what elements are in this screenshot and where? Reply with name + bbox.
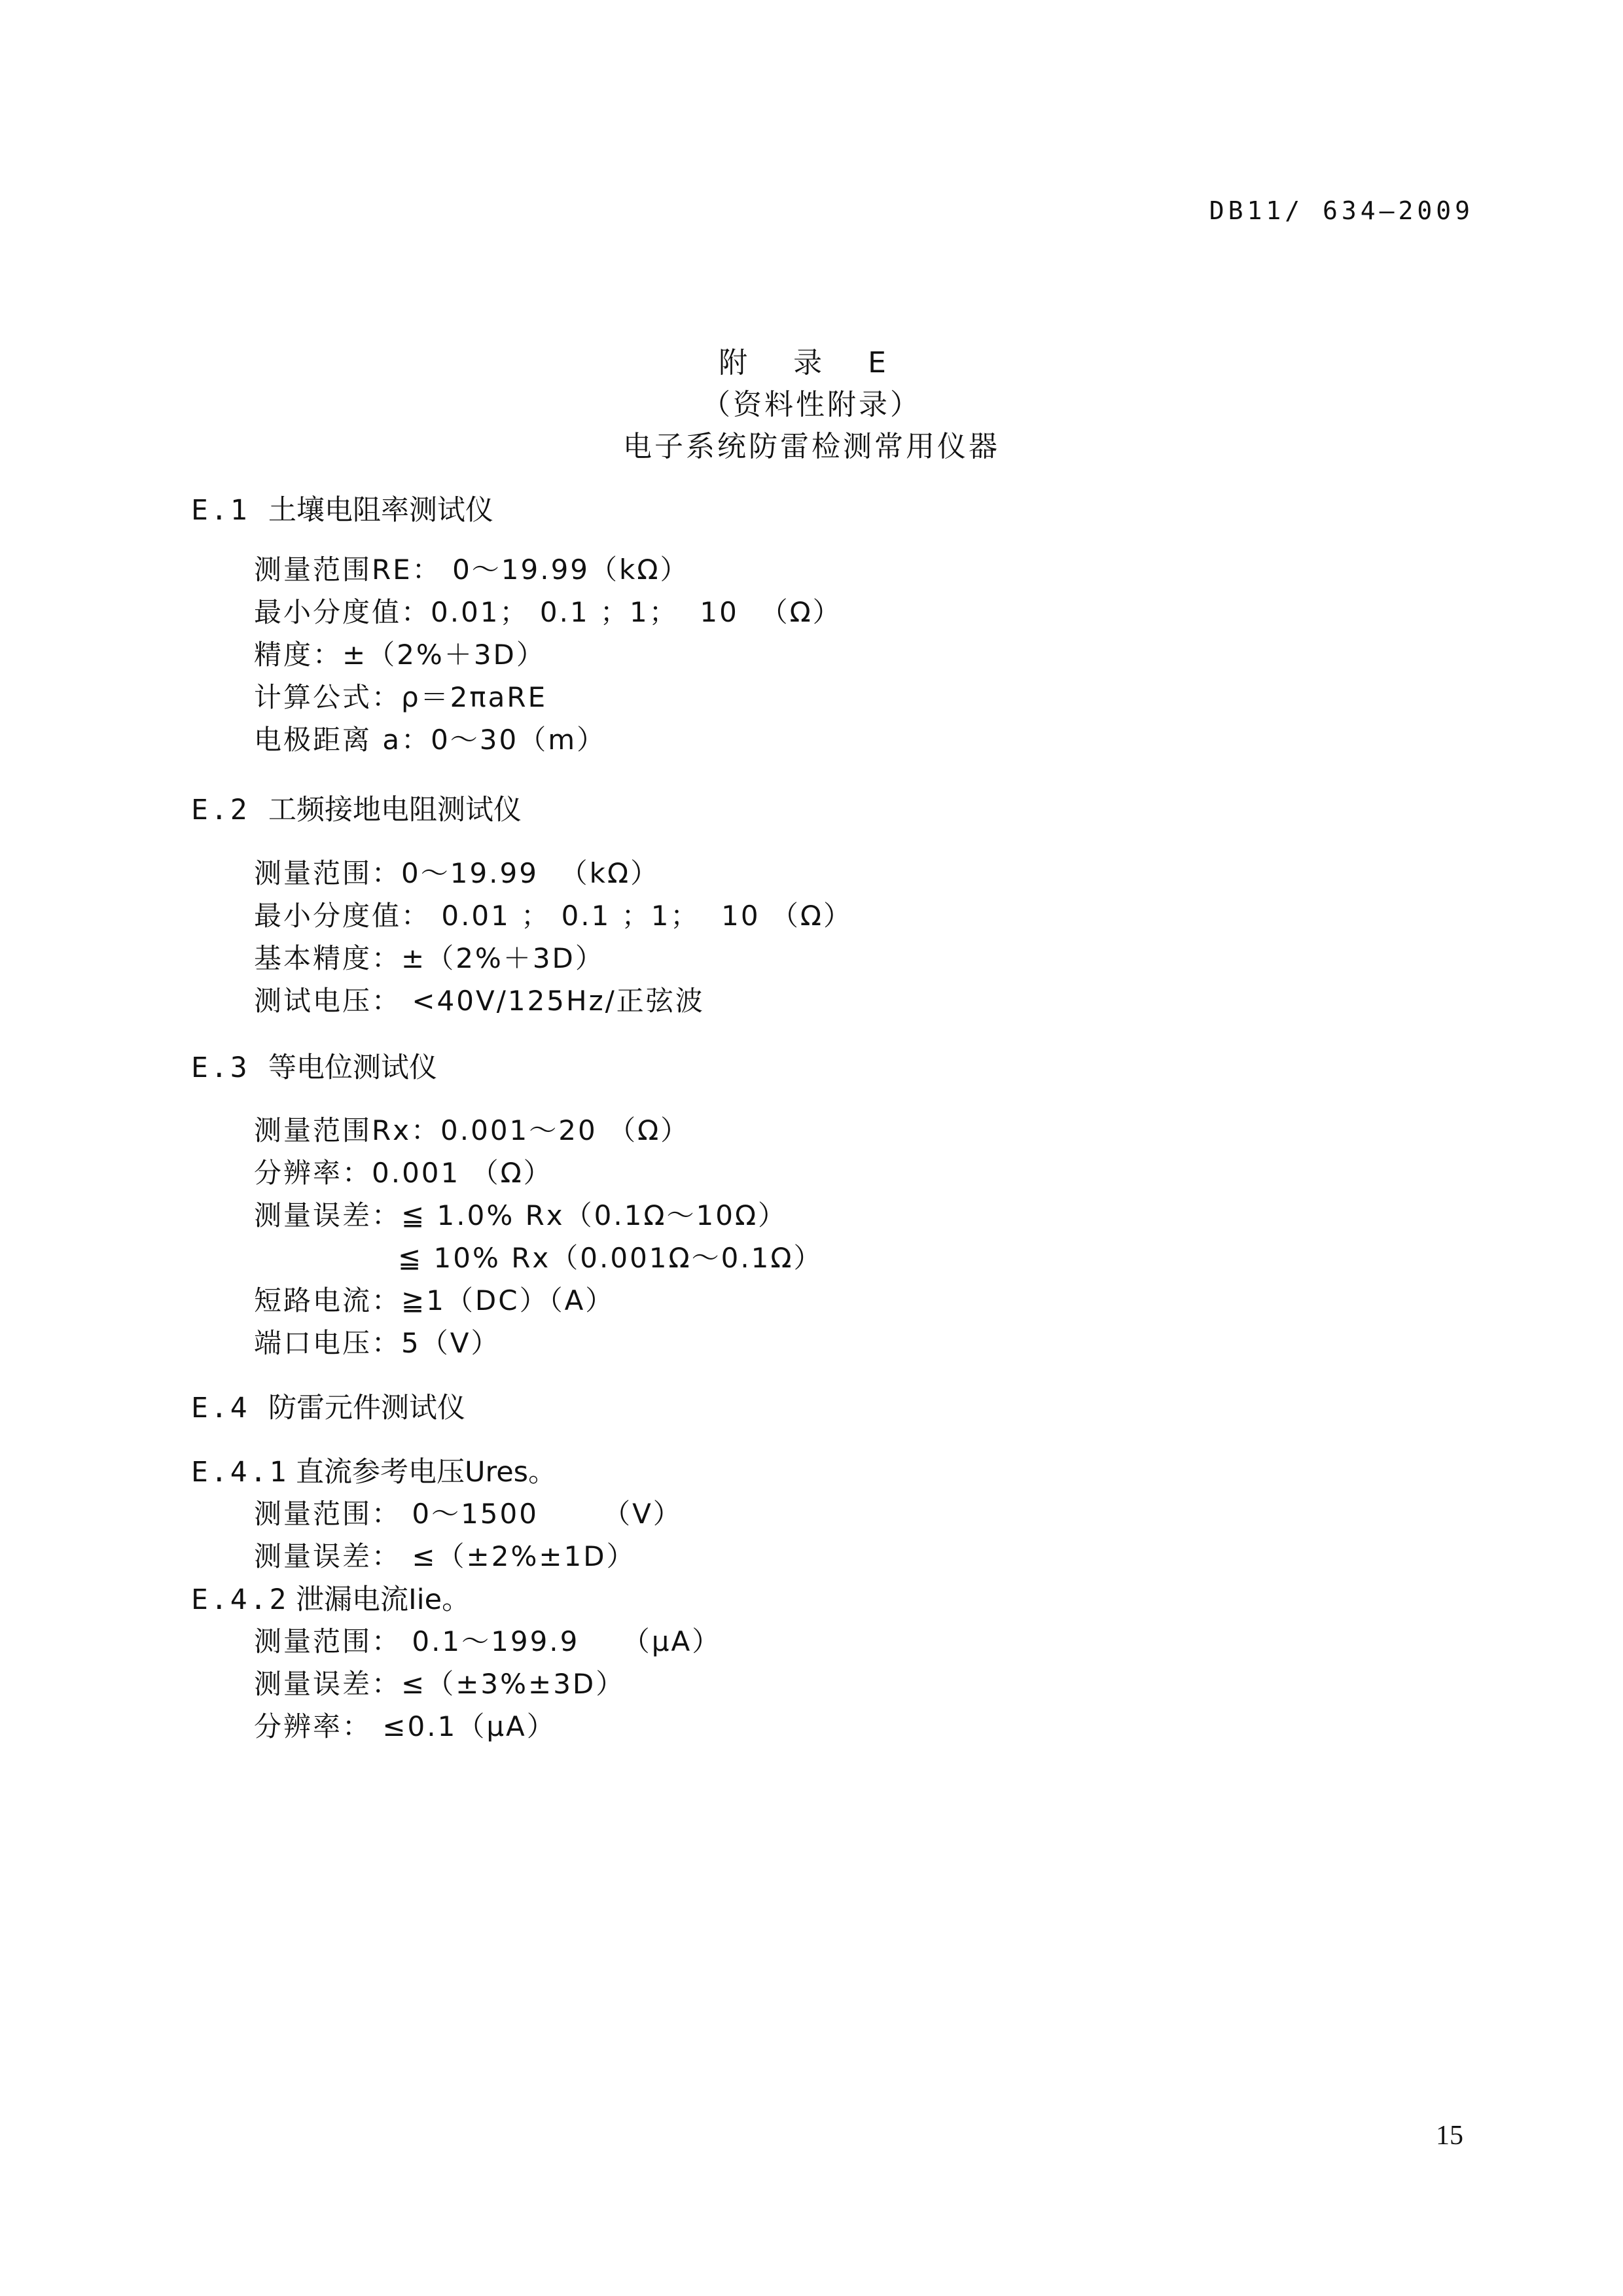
section-title: 等电位测试仪 [268, 1051, 437, 1084]
spec-line: 测量误差：≤（±3%±3D） [254, 1668, 626, 1700]
section-title: 土壤电阻率测试仪 [268, 494, 493, 527]
spec-line: 计算公式：ρ＝2πaRE [254, 681, 548, 713]
spec-line: 最小分度值： 0.01 ； 0.1 ；1； 10 （Ω） [254, 900, 853, 932]
spec-line: 最小分度值：0.01； 0.1 ；1； 10 （Ω） [254, 596, 842, 628]
spec-line: 测量误差： ≤（±2%±1D） [254, 1540, 636, 1572]
section-title: 直流参考电压Ures。 [296, 1456, 557, 1489]
section-heading-e4 [191, 1386, 465, 1426]
annex-type: （资料性附录） [702, 388, 921, 421]
subsection-heading-e41 [191, 1450, 556, 1490]
section-number: E.2 [191, 794, 250, 826]
standard-code: DB11/ 634—2009 [1209, 196, 1474, 225]
spec-line: 测量范围RE： 0～19.99（kΩ） [254, 554, 690, 586]
spec-line: 测量误差：≦ 1.0% Rx（0.1Ω～10Ω） [254, 1199, 788, 1231]
spec-line: 端口电压：5（V） [254, 1327, 501, 1359]
spec-line: 电极距离 a：0～30（m） [254, 724, 607, 756]
spec-line: 精度：±（2%＋3D） [254, 639, 546, 671]
spec-line: 测试电压： <40V/125Hz/正弦波 [254, 985, 705, 1017]
spec-line: 测量范围： 0.1～199.9 （μA） [254, 1625, 722, 1657]
spec-line: 分辨率： ≤0.1（μA） [254, 1710, 556, 1742]
page-number: 15 [1436, 2121, 1463, 2151]
section-heading-e3 [191, 1046, 437, 1086]
section-number: E.4 [191, 1392, 250, 1424]
section-number: E.1 [191, 494, 250, 527]
subsection-heading-e42 [191, 1578, 470, 1617]
section-number: E.3 [191, 1051, 250, 1084]
section-title: 防雷元件测试仪 [268, 1392, 465, 1424]
section-title: 泄漏电流Iie。 [296, 1583, 471, 1616]
spec-line: 分辨率：0.001 （Ω） [254, 1157, 553, 1189]
section-heading-e2 [191, 788, 522, 828]
spec-line: 测量范围： 0～1500 （V） [254, 1498, 683, 1530]
spec-line: 基本精度：±（2%＋3D） [254, 942, 605, 974]
spec-line: 测量范围：0～19.99 （kΩ） [254, 857, 660, 889]
section-title: 工频接地电阻测试仪 [268, 794, 522, 826]
annex-label: 附 录 E [719, 346, 904, 380]
annex-title: 电子系统防雷检测常用仪器 [623, 430, 1000, 463]
section-heading-e1 [191, 488, 493, 528]
spec-line: ≦ 10% Rx（0.001Ω～0.1Ω） [398, 1242, 823, 1274]
spec-line: 测量范围Rx：0.001～20 （Ω） [254, 1114, 690, 1146]
section-number: E.4.2 [191, 1583, 289, 1616]
spec-line: 短路电流：≧1（DC）（A） [254, 1284, 615, 1316]
section-number: E.4.1 [191, 1456, 289, 1489]
